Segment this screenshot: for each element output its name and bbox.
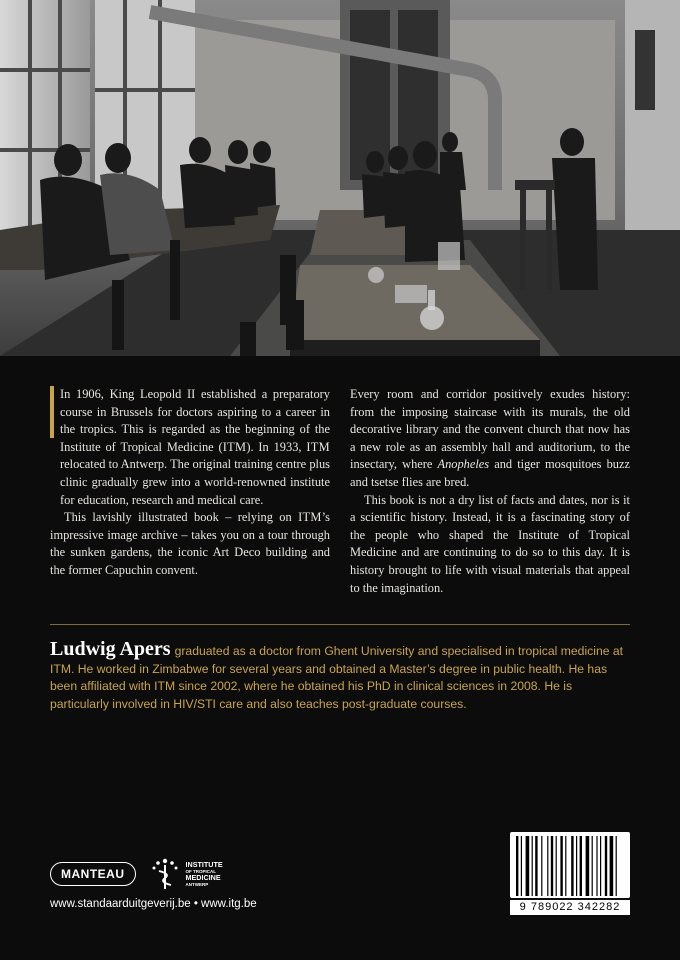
barcode-bar: [532, 836, 533, 896]
itm-acronym: ITM: [306, 439, 330, 454]
blurb-text: This lavishly illustrated book – relying on: [64, 510, 299, 525]
blurb-column-left: [50, 386, 330, 597]
itm-line: INSTITUTE: [185, 860, 223, 869]
author-name: Ludwig Apers: [50, 638, 171, 660]
barcode-bar: [556, 836, 557, 896]
barcode-bar: [526, 836, 530, 896]
blurb-text: n 1906, King Leopold II established a preparatory course in Brussels for doctors aspiring to a career in the tropics. This is regarded as the beginning of the Institute of Tropical Medicine (: [60, 387, 330, 454]
cover-photo: [0, 0, 680, 356]
barcode-bar: [551, 836, 553, 896]
itm-wordmark: [186, 861, 223, 887]
author-bio-text: graduated as a doctor from Ghent University and specialised in tropical medicine at ITM. He worked in Zimbabwe for several years and obtained a Master’s degree in public health. He has been affiliated with ITM since 2002, where he obtained his PhD in clinical sciences in 2008. He is particularly involved in HIV/STI care and also teaches post-graduate courses.: [50, 644, 624, 711]
blurb-text: ’s impressive image archive – takes you on a tour through the sunken gardens, the iconic Art Deco building and the former Capuchin convent.: [50, 510, 330, 577]
barcode-bar: [541, 836, 542, 896]
itm-line: OF TROPICAL: [185, 869, 216, 874]
divider: [50, 624, 630, 625]
barcode-bar: [610, 836, 614, 896]
barcode-bar: [565, 836, 566, 896]
blurb: [50, 386, 630, 597]
blurb-text: relocated to Antwerp. The original training centre plus clinic gradually grew into a world-renowned institute for education, research and medical care.: [60, 457, 330, 507]
blurb-text: ). In 1933,: [246, 439, 307, 454]
barcode-bar: [547, 836, 548, 896]
barcode-bar: [600, 836, 601, 896]
website-urls: www.standaarduitgeverij.be • www.itg.be: [50, 898, 257, 910]
barcode-bar: [516, 836, 518, 896]
itm-logo: [150, 857, 223, 891]
barcode-bar: [616, 836, 617, 896]
barcode-bar: [535, 836, 537, 896]
blurb-text: and tiger mosquitoes buzz and tsetse flies are bred.: [350, 457, 630, 489]
barcode-bar: [605, 836, 607, 896]
blurb-column-right: [350, 386, 630, 597]
itm-line: ANTWERP: [185, 882, 209, 887]
barcode-bar: [560, 836, 562, 896]
blurb-italic: Anopheles: [437, 457, 490, 472]
blurb-text: Every room and corridor positively exudes history: from the imposing staircase with its murals, the old decorative library and the convent church that now has a new role as an assembly hall and auditorium, to the insectary, where: [350, 387, 630, 472]
itm-emblem-icon: [150, 857, 180, 891]
publisher-logos: [50, 857, 223, 891]
historic-lecture-hall-photo-icon: [0, 0, 680, 356]
isbn-number: 9 789022 342282: [510, 900, 630, 915]
blurb-paragraph: [350, 386, 630, 492]
barcode-bar: [571, 836, 573, 896]
blurb-paragraph: [50, 386, 330, 509]
barcode-bar: [596, 836, 597, 896]
barcode-icon: [510, 832, 630, 898]
blurb-paragraph: This book is not a dry list of facts and dates, nor is it a scientific history. Instead, it is a fascinating story of the people who shaped the Institute of Tropical Medicine and are continuing to do so to this day. It is history brought to life with visual materials that appeal to the imagination.: [350, 492, 630, 595]
itm-line: MEDICINE: [185, 873, 221, 882]
barcode-bar: [592, 836, 593, 896]
drop-cap: I: [60, 387, 65, 401]
barcode-bar: [576, 836, 577, 896]
barcode-bar: [586, 836, 590, 896]
barcode: [510, 832, 630, 898]
barcode-bar: [521, 836, 522, 896]
blurb-paragraph: [50, 509, 330, 579]
author-bio: [50, 638, 630, 713]
itm-acronym: ITM: [222, 439, 247, 454]
barcode-bar: [580, 836, 582, 896]
manteau-logo: MANTEAU: [50, 862, 136, 886]
itm-acronym: ITM: [298, 510, 322, 525]
